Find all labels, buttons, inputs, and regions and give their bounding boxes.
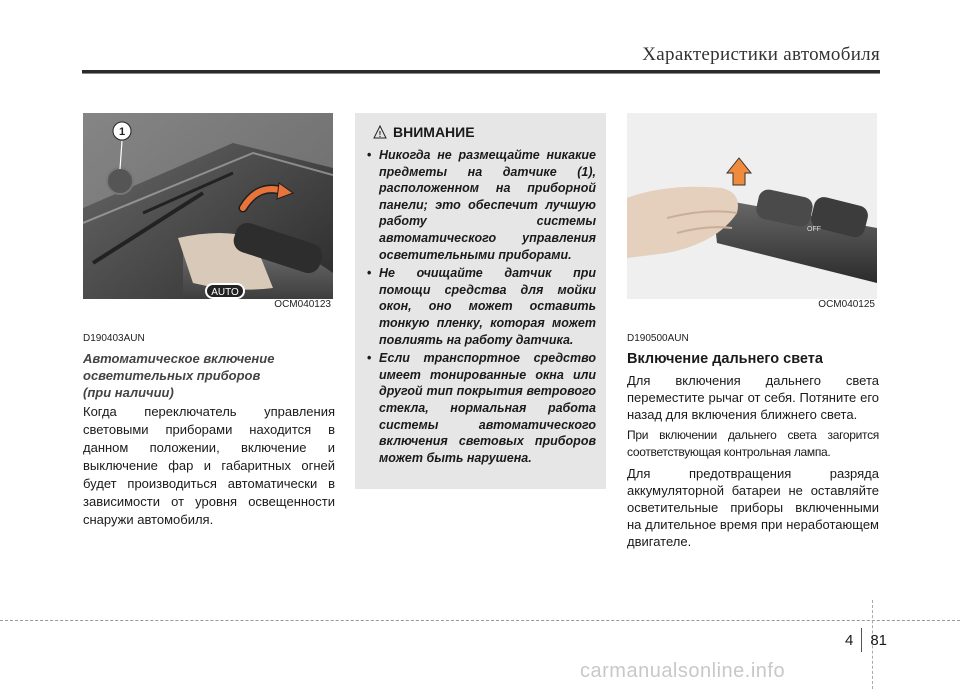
section-code: D190403AUN	[83, 333, 145, 344]
figure-code: OCM040123	[274, 299, 331, 310]
footer-rule	[0, 620, 960, 621]
chapter-number: 4	[845, 631, 854, 649]
svg-text:OFF: OFF	[807, 226, 821, 233]
warning-item: • Если транспортное средство имеет тонированные окна или другой тип покрытия ветрового стекла, нормальная работа системы автоматического включения световых приборов может быть нарушена.	[365, 350, 596, 466]
paragraph: При включении дальнего света загорится соответствующая контрольная лампа.	[627, 428, 879, 459]
page-number-divider	[861, 628, 862, 652]
warning-box	[355, 113, 606, 489]
warning-heading	[373, 121, 596, 143]
watermark: carmanualsonline.info	[580, 660, 786, 682]
auto-light-section	[83, 333, 335, 529]
paragraph: Для предотвращения разряда аккумуляторной батареи не оставляйте осветительные приборы включенными на длительное время при неработающем двигателе.	[627, 466, 879, 549]
warning-item: • Не очищайте датчик при помощи средства для мойки окон, оно может оставить тонкую пленку, которая может повлиять на работу датчика.	[365, 265, 596, 348]
header-rule-thin	[82, 73, 880, 74]
warning-list	[365, 147, 596, 466]
heading-line: (при наличии)	[83, 385, 174, 400]
figure-code: OCM040125	[818, 299, 875, 310]
light-sensor	[107, 168, 133, 194]
auto-light-illustration	[83, 113, 333, 311]
section-code: D190500AUN	[627, 333, 689, 344]
section-heading	[83, 350, 335, 401]
warning-icon	[373, 125, 387, 139]
section-heading: Включение дальнего света	[627, 351, 823, 367]
page-number	[845, 628, 887, 652]
figure-high-beam-switch	[627, 113, 877, 311]
warning-item: • Никогда не размещайте никакие предметы на датчике (1), расположенном на приборной панели; это обеспечит лучшую работу системы автоматического управления осветительными приборами.	[365, 147, 596, 263]
figure-auto-light-switch	[83, 113, 333, 311]
warning-title: ВНИМАНИЕ	[393, 124, 475, 140]
auto-badge: AUTO	[211, 287, 239, 298]
paragraph: Для включения дальнего света переместите рычаг от себя. Потяните его назад для включения ближнего света.	[627, 373, 879, 422]
running-header: Характеристики автомобиля	[642, 44, 880, 65]
high-beam-illustration	[627, 113, 877, 311]
heading-line: осветительных приборов	[83, 368, 261, 383]
svg-text:!: !	[378, 130, 382, 139]
page-number-value: 81	[870, 631, 888, 649]
callout-number: 1	[118, 126, 126, 138]
section-body: Когда переключатель управления световыми приборами находится в данном положении, включение и выключение фар и габаритных огней будет производиться автоматически в зависимости от уровня освещенности снаружи автомобиля.	[83, 404, 335, 527]
high-beam-section	[627, 333, 879, 554]
heading-line: Автоматическое включение	[83, 351, 275, 366]
